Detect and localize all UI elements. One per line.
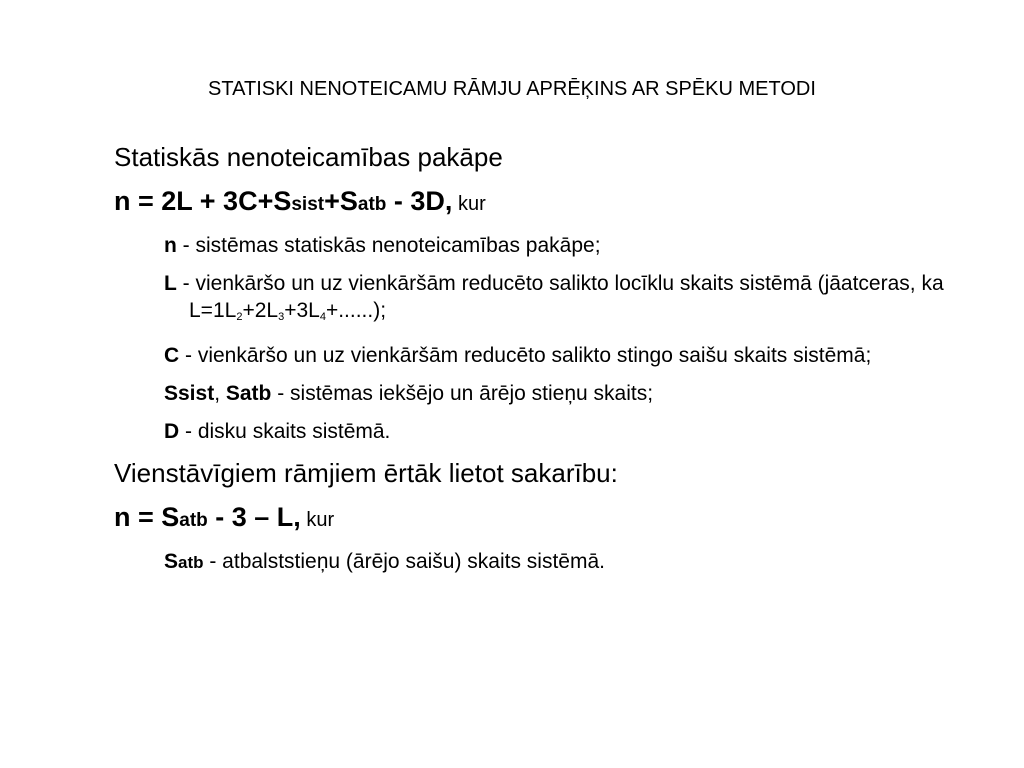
formula-sub-atb: atb	[357, 194, 387, 215]
formula-n: n	[114, 186, 131, 216]
formula-body: = 2L + 3C+S	[130, 186, 292, 216]
def-symbol: S	[164, 550, 179, 573]
def-text: +......);	[325, 299, 387, 322]
def-n	[164, 232, 994, 259]
def-symbol: n	[164, 234, 177, 257]
def-text: - vienkāršo un uz vienkāršām reducēto salikto stingo saišu skaits sistēmā;	[179, 344, 872, 367]
def-separator: ,	[214, 382, 226, 405]
def-text: - sistēmas iekšējo un ārējo stieņu skaits;	[271, 382, 654, 405]
formula-general	[114, 184, 994, 222]
def-text: - vienkāršo un uz vienkāršām reducēto salikto locīklu skaits sistēmā (jāatceras, ka L=1L	[176, 272, 944, 322]
formula-body: = S	[130, 502, 180, 532]
def-subscript: atb	[178, 553, 204, 572]
def-text: - atbalststieņu (ārējo saišu) skaits sistēmā.	[203, 550, 605, 573]
def-satb	[164, 548, 994, 576]
formula-plus-s: +S	[324, 186, 358, 216]
formula-tail: - 3D,	[386, 186, 453, 216]
formula-single-storey	[114, 500, 994, 538]
heading-degree: Statiskās nenoteicamības pakāpe	[114, 142, 503, 172]
formula-tail: - 3 – L,	[207, 502, 301, 532]
def-subscript: 3	[278, 311, 285, 323]
def-text: +3L	[284, 299, 320, 322]
formula-kur: kur	[300, 509, 335, 531]
def-s	[164, 380, 994, 407]
heading-single-storey: Vienstāvīgiem rāmjiem ērtāk lietot sakarību:	[114, 458, 618, 488]
def-symbol: L	[164, 272, 177, 295]
slide-content	[114, 140, 994, 587]
def-symbol: D	[164, 420, 180, 443]
formula-n: n	[114, 502, 131, 532]
def-symbol: Satb	[225, 382, 272, 405]
def-d	[164, 418, 994, 445]
def-text: +2L	[242, 299, 279, 322]
slide-title: STATISKI NENOTEICAMU RĀMJU APRĒĶINS AR SPĒKU METODI	[208, 78, 816, 100]
def-text: - disku skaits sistēmā.	[179, 420, 391, 443]
def-l	[164, 270, 994, 331]
formula-sub-sist: sist	[291, 194, 325, 215]
def-text: - sistēmas statiskās nenoteicamības pakāpe;	[176, 234, 601, 257]
formula-sub-atb: atb	[179, 510, 208, 531]
def-c	[164, 342, 994, 369]
formula-kur: kur	[452, 193, 486, 215]
def-symbol: C	[164, 344, 180, 367]
def-subscript: 4	[319, 311, 326, 323]
def-subscript: 2	[236, 311, 243, 323]
def-symbol: Ssist	[164, 382, 215, 405]
